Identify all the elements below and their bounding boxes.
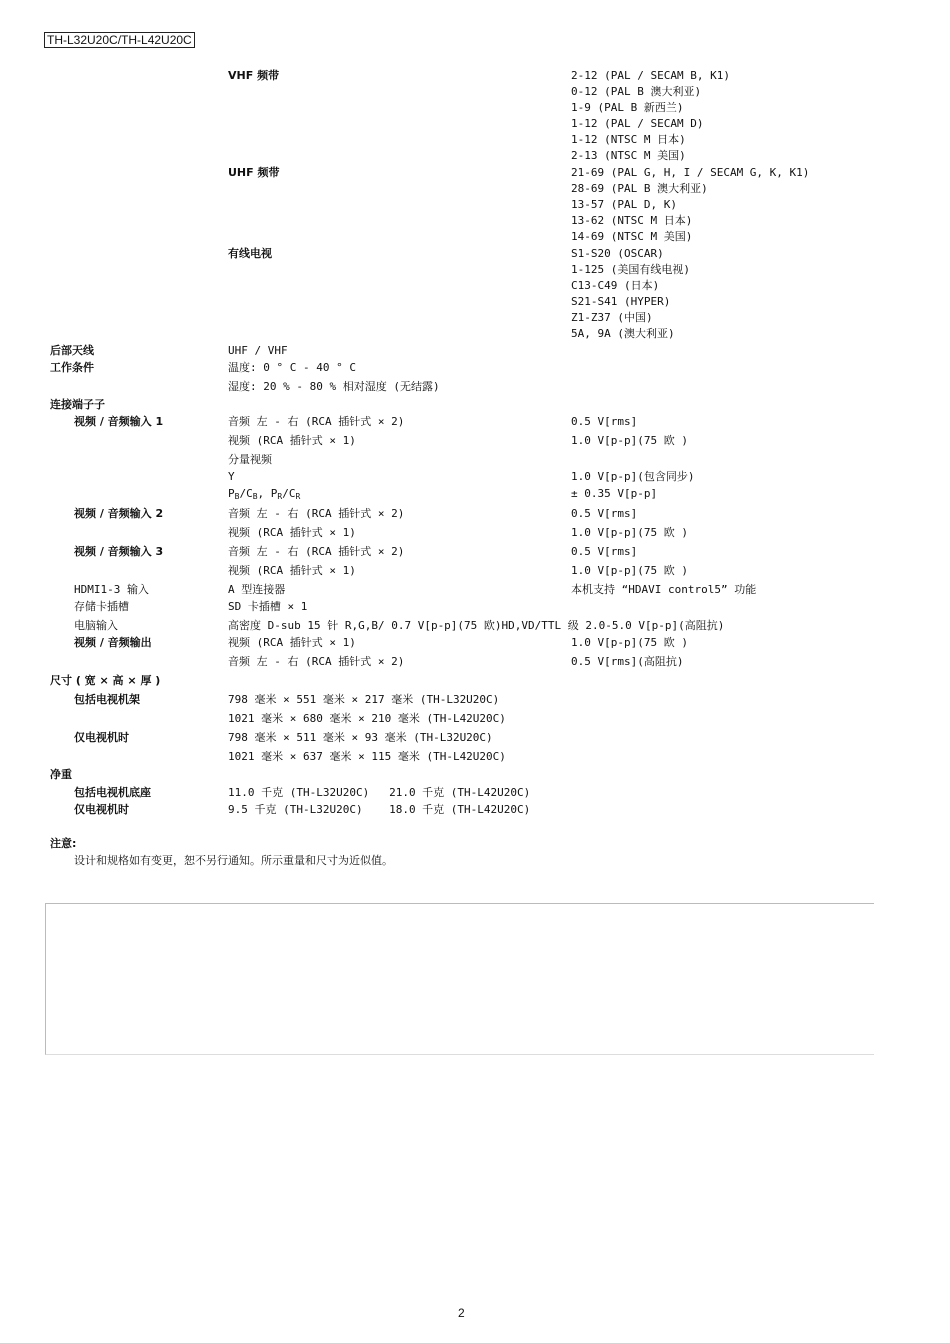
av-out-video-value: 1.0 V[p-p](75 欧 ) xyxy=(571,636,688,649)
cable-label: 有线电视 xyxy=(228,247,272,260)
operating-temp: 温度: 0 ° C - 40 ° C xyxy=(228,361,356,374)
sd-value: SD 卡插槽 × 1 xyxy=(228,600,308,613)
av2-label: 视频 / 音频输入 2 xyxy=(74,507,164,520)
uhf-line: 13-57 (PAL D, K) xyxy=(571,198,677,211)
av3-audio-value: 0.5 V[rms] xyxy=(571,545,638,558)
page-number: 2 xyxy=(458,1306,465,1320)
av1-label: 视频 / 音频输入 1 xyxy=(74,415,164,428)
av1-pbpr-value: ± 0.35 V[p-p] xyxy=(571,487,658,500)
cable-line: 5A, 9A (澳大利亚) xyxy=(571,327,675,340)
av-out-audio: 音频 左 - 右 (RCA 插针式 × 2) xyxy=(228,655,405,668)
pc-label: 电脑输入 xyxy=(74,619,118,632)
vhf-line: 2-12 (PAL / SECAM B, K1) xyxy=(571,69,730,82)
av2-video-value: 1.0 V[p-p](75 欧 ) xyxy=(571,526,688,539)
operating-humidity: 湿度: 20 % - 80 % 相对湿度 (无结露) xyxy=(228,380,440,393)
terminals-label: 连接端子子 xyxy=(50,398,105,411)
av1-component: 分量视频 xyxy=(228,453,272,466)
cable-line: Z1-Z37 (中国) xyxy=(571,311,653,324)
tv-only-l32: 798 毫米 × 511 毫米 × 93 毫米 (TH-L32U20C) xyxy=(228,731,493,744)
with-stand-l32: 798 毫米 × 551 毫米 × 217 毫米 (TH-L32U20C) xyxy=(228,693,500,706)
av-out-audio-value: 0.5 V[rms](高阻抗) xyxy=(571,655,684,668)
rear-antenna-label: 后部天线 xyxy=(50,344,94,357)
cable-line: S21-S41 (HYPER) xyxy=(571,295,671,308)
rear-antenna-value: UHF / VHF xyxy=(228,344,288,357)
uhf-line: 21-69 (PAL G, H, I / SECAM G, K, K1) xyxy=(571,166,810,179)
vhf-line: 1-12 (PAL / SECAM D) xyxy=(571,117,704,130)
uhf-line: 13-62 (NTSC M 日本) xyxy=(571,214,693,227)
tv-only-l42: 1021 毫米 × 637 毫米 × 115 毫米 (TH-L42U20C) xyxy=(228,750,506,763)
av2-audio-value: 0.5 V[rms] xyxy=(571,507,638,520)
av1-y: Y xyxy=(228,470,235,483)
uhf-label: UHF 频带 xyxy=(228,166,280,179)
sd-label: 存储卡插槽 xyxy=(74,600,129,613)
vhf-label: VHF 频带 xyxy=(228,69,280,82)
weight-tv-only-value: 9.5 千克 (TH-L32U20C) 18.0 千克 (TH-L42U20C) xyxy=(228,803,531,816)
note-label: 注意: xyxy=(50,837,77,850)
with-stand-label: 包括电视机架 xyxy=(74,693,140,706)
av3-video-value: 1.0 V[p-p](75 欧 ) xyxy=(571,564,688,577)
with-stand-l42: 1021 毫米 × 680 毫米 × 210 毫米 (TH-L42U20C) xyxy=(228,712,506,725)
av1-audio-value: 0.5 V[rms] xyxy=(571,415,638,428)
cable-line: C13-C49 (日本) xyxy=(571,279,660,292)
weight-with-stand-value: 11.0 千克 (TH-L32U20C) 21.0 千克 (TH-L42U20C) xyxy=(228,786,531,799)
tv-only-label: 仅电视机时 xyxy=(74,731,129,744)
weight-tv-only-label: 仅电视机时 xyxy=(74,803,129,816)
av-out-video: 视频 (RCA 插针式 × 1) xyxy=(228,636,356,649)
av2-video: 视频 (RCA 插针式 × 1) xyxy=(228,526,356,539)
pc-value: 高密度 D-sub 15 针 R,G,B/ 0.7 V[p-p](75 欧)HD,VD/TTL 级 2.0-5.0 V[p-p](高阻抗) xyxy=(228,619,725,632)
operating-label: 工作条件 xyxy=(50,361,94,374)
uhf-line: 14-69 (NTSC M 美国) xyxy=(571,230,693,243)
av1-video: 视频 (RCA 插针式 × 1) xyxy=(228,434,356,447)
av2-audio: 音频 左 - 右 (RCA 插针式 × 2) xyxy=(228,507,405,520)
av3-audio: 音频 左 - 右 (RCA 插针式 × 2) xyxy=(228,545,405,558)
vhf-line: 1-12 (NTSC M 日本) xyxy=(571,133,686,146)
cable-line: S1-S20 (OSCAR) xyxy=(571,247,664,260)
cable-line: 1-125 (美国有线电视) xyxy=(571,263,690,276)
blank-frame xyxy=(45,903,874,1055)
dimensions-label: 尺寸 ( 宽 × 高 × 厚 ) xyxy=(50,674,161,687)
hdmi-label: HDMI1-3 输入 xyxy=(74,583,149,596)
vhf-line: 2-13 (NTSC M 美国) xyxy=(571,149,686,162)
hdmi-note: 本机支持 “HDAVI control5” 功能 xyxy=(571,583,757,596)
av1-y-value: 1.0 V[p-p](包含同步) xyxy=(571,470,695,483)
av3-label: 视频 / 音频输入 3 xyxy=(74,545,164,558)
hdmi-value: A 型连接器 xyxy=(228,583,286,596)
av1-pbpr: PB/CB, PR/CR xyxy=(228,487,301,501)
vhf-line: 0-12 (PAL B 澳大利亚) xyxy=(571,85,702,98)
model-header: TH-L32U20C/TH-L42U20C xyxy=(44,32,195,48)
uhf-line: 28-69 (PAL B 澳大利亚) xyxy=(571,182,708,195)
vhf-line: 1-9 (PAL B 新西兰) xyxy=(571,101,684,114)
weight-with-stand-label: 包括电视机底座 xyxy=(74,786,151,799)
av-out-label: 视频 / 音频输出 xyxy=(74,636,152,649)
av1-video-value: 1.0 V[p-p](75 欧 ) xyxy=(571,434,688,447)
av1-audio: 音频 左 - 右 (RCA 插针式 × 2) xyxy=(228,415,405,428)
av3-video: 视频 (RCA 插针式 × 1) xyxy=(228,564,356,577)
weight-label: 净重 xyxy=(50,768,72,781)
note-text: 设计和规格如有变更，恕不另行通知。所示重量和尺寸为近似值。 xyxy=(74,854,393,867)
